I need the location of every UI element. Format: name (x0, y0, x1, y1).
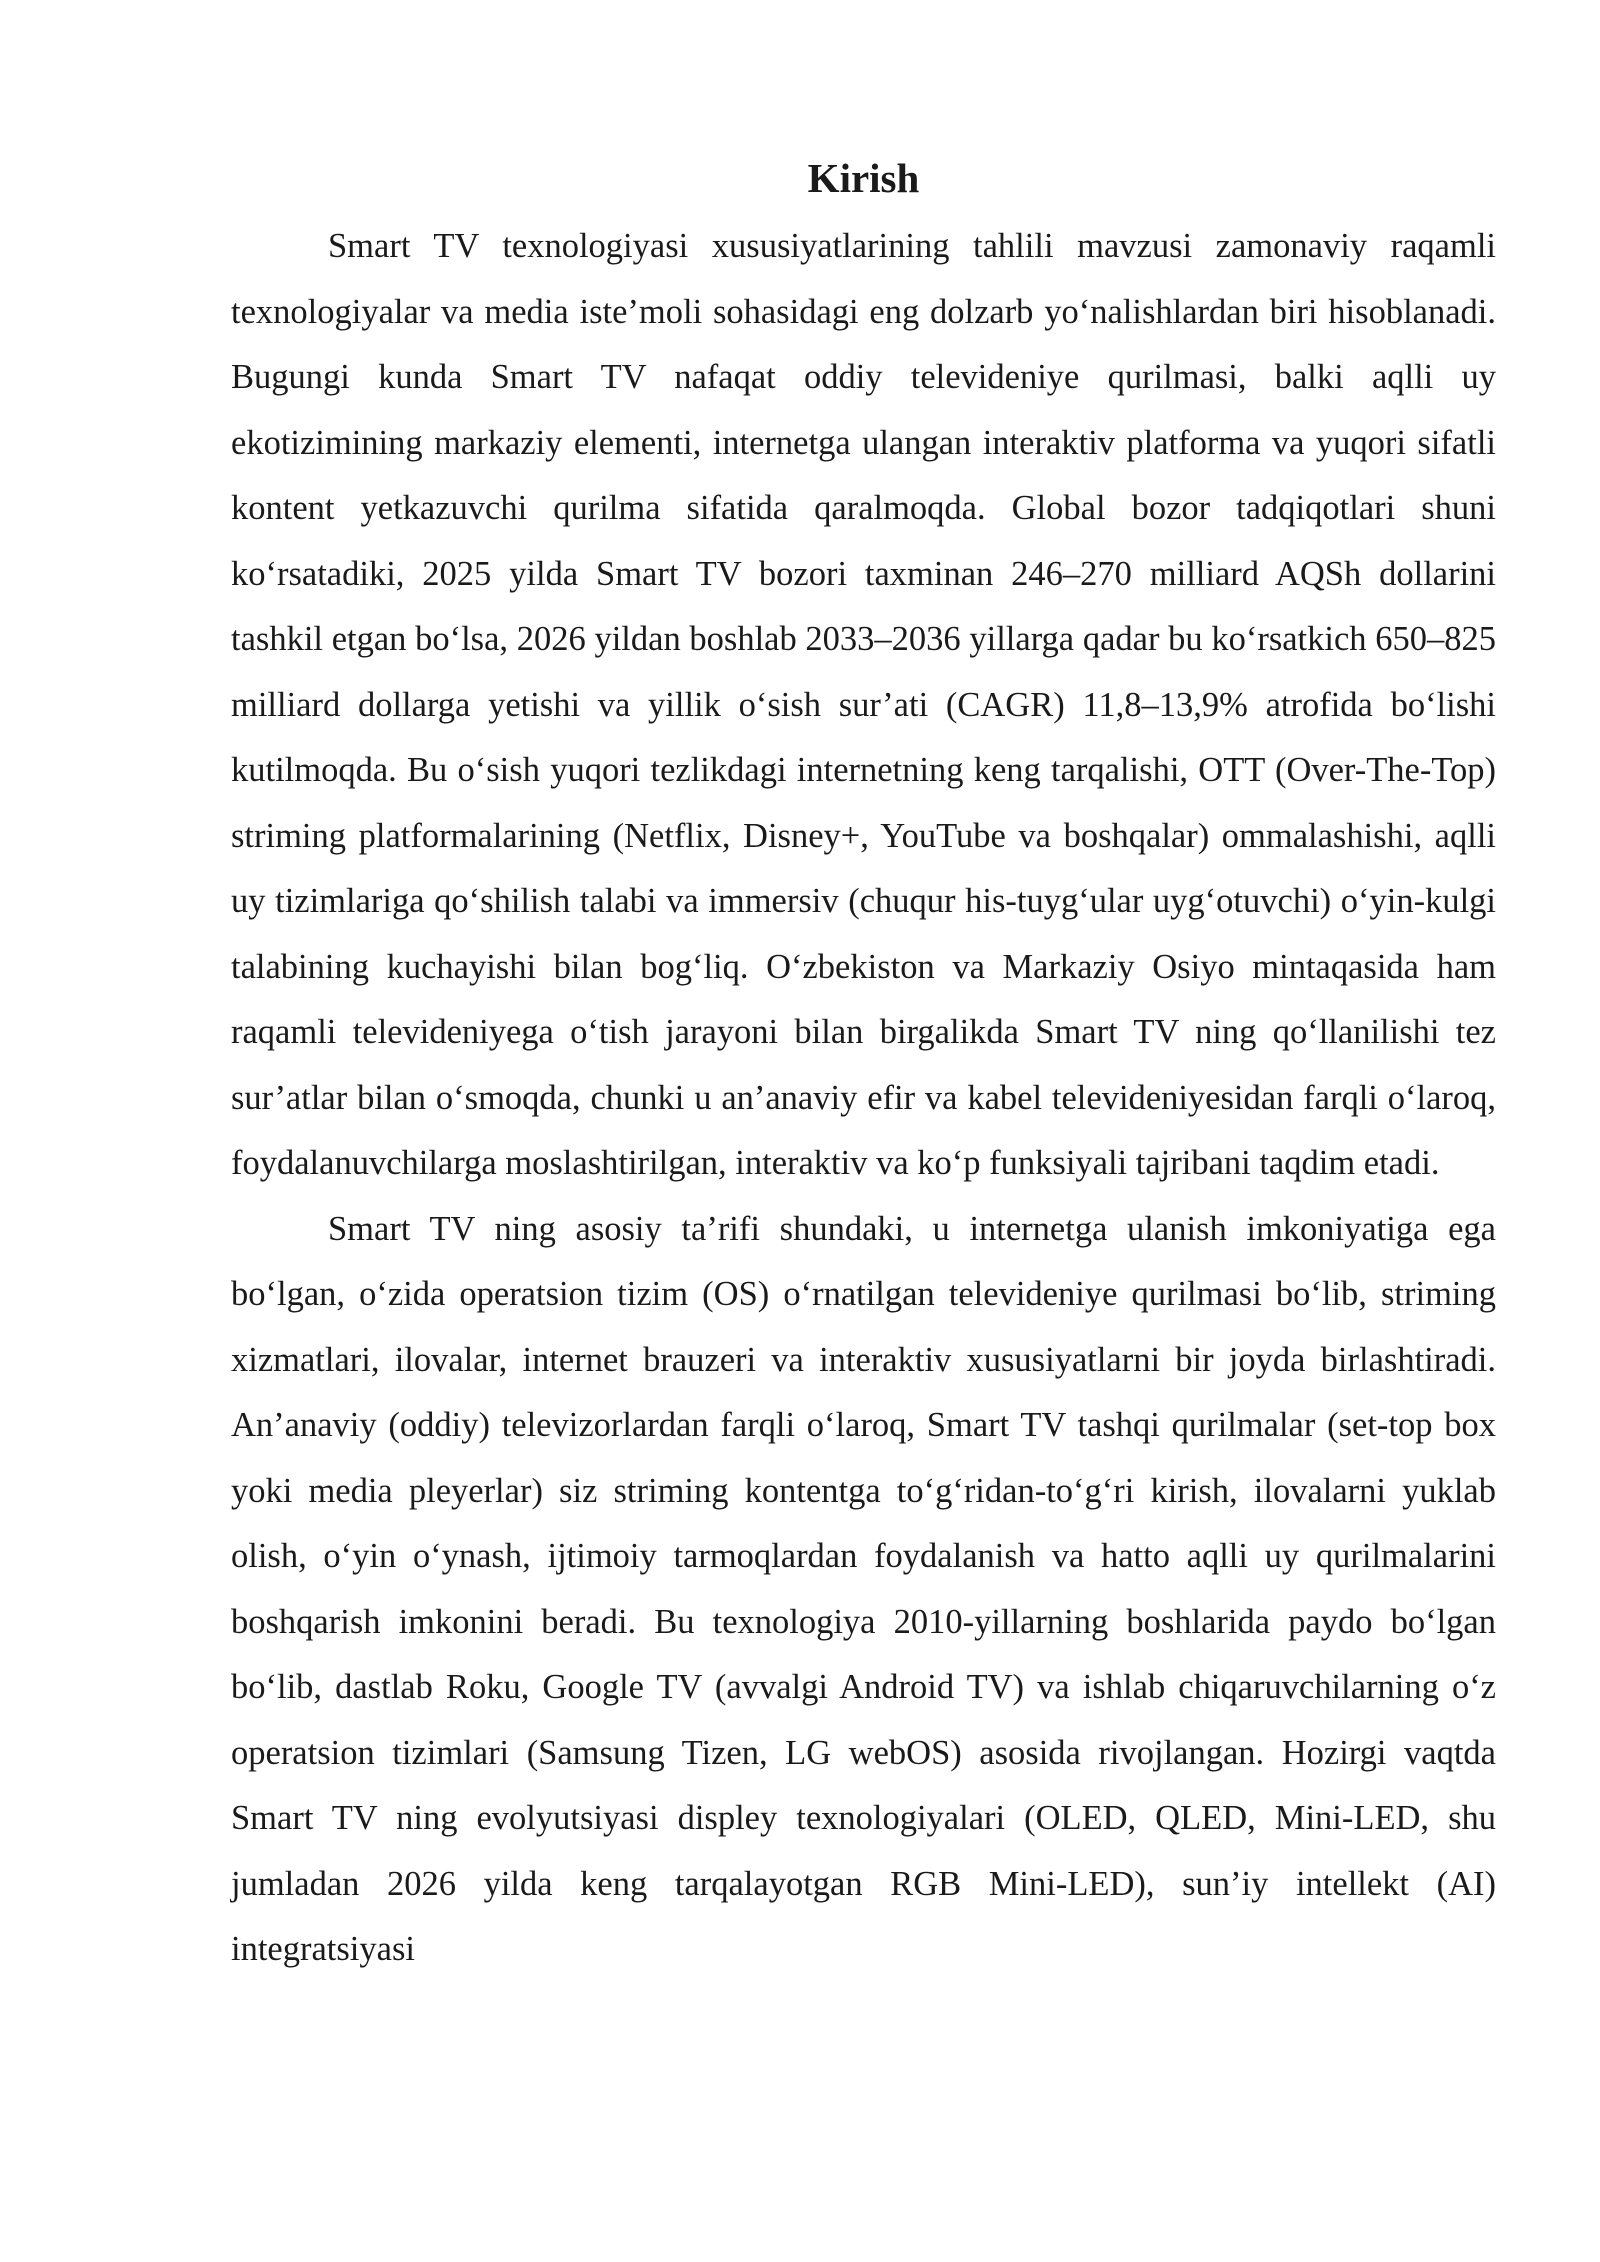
document-body (231, 148, 1496, 1983)
paragraph-1: Smart TV texnologiyasi xususiyatlarining tahlili mavzusi zamonaviy raqamli texnologiyalar va media iste’moli sohasidagi eng dolzarb yo‘nalishlardan biri hisoblanadi. Bugungi kunda Smart TV nafaqat oddiy televideniye qurilmasi, balki aqlli uy ekotizimining markaziy elementi, internetga ulangan interaktiv platforma va yuqori sifatli kontent yetkazuvchi qurilma sifatida qaralmoqda. Global bozor tadqiqotlari shuni ko‘rsatadiki, 2025 yilda Smart TV bozori taxminan 246–270 milliard AQSh dollarini tashkil etgan bo‘lsa, 2026 yildan boshlab 2033–2036 yillarga qadar bu ko‘rsatkich 650–825 milliard dollarga yetishi va yillik o‘sish sur’ati (CAGR) 11,8–13,9% atrofida bo‘lishi kutilmoqda. Bu o‘sish yuqori tezlikdagi internetning keng tarqalishi, OTT (Over-The-Top) striming platformalarining (Netflix, Disney+, YouTube va boshqalar) ommalashishi, aqlli uy tizimlariga qo‘shilish talabi va immersiv (chuqur his-tuyg‘ular uyg‘otuvchi) o‘yin-kulgi talabining kuchayishi bilan bog‘liq. O‘zbekiston va Markaziy Osiyo mintaqasida ham raqamli televideniyega o‘tish jarayoni bilan birgalikda Smart TV ning qo‘llanilishi tez sur’atlar bilan o‘smoqda, chunki u an’anaviy efir va kabel televideniyesidan farqli o‘laroq, foydalanuvchilarga moslashtirilgan, interaktiv va ko‘p funksiyali tajribani taqdim etadi. (231, 227, 1496, 1182)
paragraph-2: Smart TV ning asosiy ta’rifi shundaki, u internetga ulanish imkoniyatiga ega bo‘lgan, o‘zida operatsion tizim (OS) o‘rnatilgan televideniye qurilmasi bo‘lib, striming xizmatlari, ilovalar, internet brauzeri va interaktiv xususiyatlarni bir joyda birlashtiradi. An’anaviy (oddiy) televizorlardan farqli o‘laroq, Smart TV tashqi qurilmalar (set-top box yoki media pleyerlar) siz striming kontentga to‘g‘ridan-to‘g‘ri kirish, ilovalarni yuklab olish, o‘yin o‘ynash, ijtimoiy tarmoqlardan foydalanish va hatto aqlli uy qurilmalarini boshqarish imkonini beradi. Bu texnologiya 2010-yillarning boshlarida paydo bo‘lgan bo‘lib, dastlab Roku, Google TV (avvalgi Android TV) va ishlab chiqaruvchilarning o‘z operatsion tizimlari (Samsung Tizen, LG webOS) asosida rivojlangan. Hozirgi vaqtda Smart TV ning evolyutsiyasi displey texnologiyalari (OLED, QLED, Mini-LED, shu jumladan 2026 yilda keng tarqalayotgan RGB Mini-LED), sun’iy intellekt (AI) integratsiyasi (231, 1209, 1496, 1968)
document-title: Kirish (807, 155, 920, 201)
